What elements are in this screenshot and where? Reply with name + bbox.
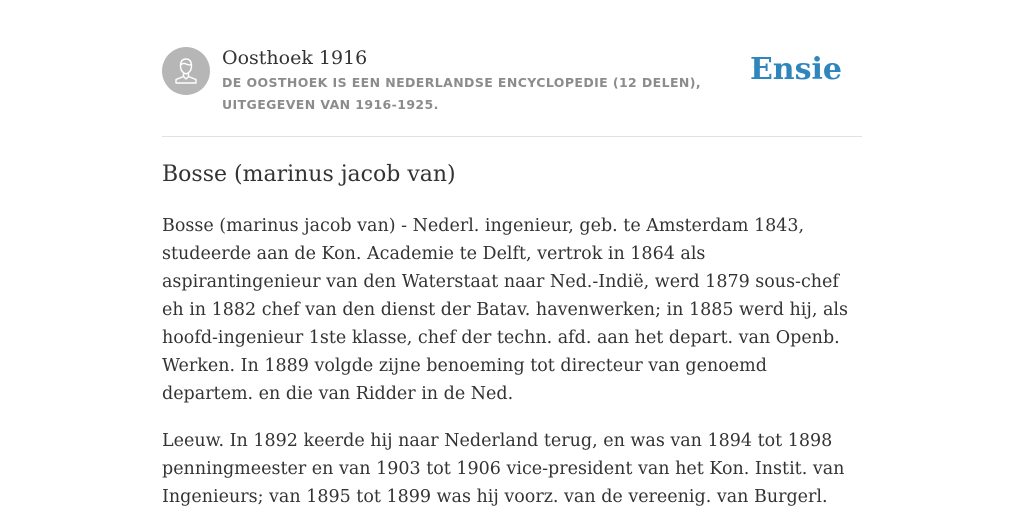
user-icon xyxy=(162,47,210,95)
source-header xyxy=(162,44,862,137)
source-title[interactable]: Oosthoek 1916 xyxy=(222,47,368,69)
source-description: DE OOSTHOEK IS EEN NEDERLANDSE ENCYCLOPEDIE (12 DELEN), UITGEGEVEN VAN 1916-1925. xyxy=(222,75,702,112)
article-body xyxy=(162,212,852,512)
article-paragraph: Leeuw. In 1892 keerde hij naar Nederland terug, en was van 1894 tot 1898 penningmeester en van 1903 tot 1906 vice-president van het Kon. Instit. van Ingenieurs; van 1895 tot 1899 was hij voorz. van de vereenig. van Burgerl. xyxy=(162,431,845,507)
article-title: Bosse (marinus jacob van) xyxy=(162,162,456,187)
avatar[interactable] xyxy=(162,47,210,95)
brand-logo[interactable]: Ensie xyxy=(749,52,842,87)
article-paragraph: Bosse (marinus jacob van) - Nederl. ingenieur, geb. te Amsterdam 1843, studeerde aan de Kon. Academie te Delft, vertrok in 1864 als aspirantingenieur van den Waterstaat naar Ned.-Indië, werd 1879 sous-chef eh in 1882 chef van den dienst der Batav. havenwerken; in 1885 werd hij, als hoofd-ingenieur 1ste klasse, chef der techn. afd. aan het depart. van Openb. Werken. In 1889 volgde zijne benoeming tot directeur van genoemd departem. en die van Ridder in de Ned. xyxy=(162,216,848,404)
